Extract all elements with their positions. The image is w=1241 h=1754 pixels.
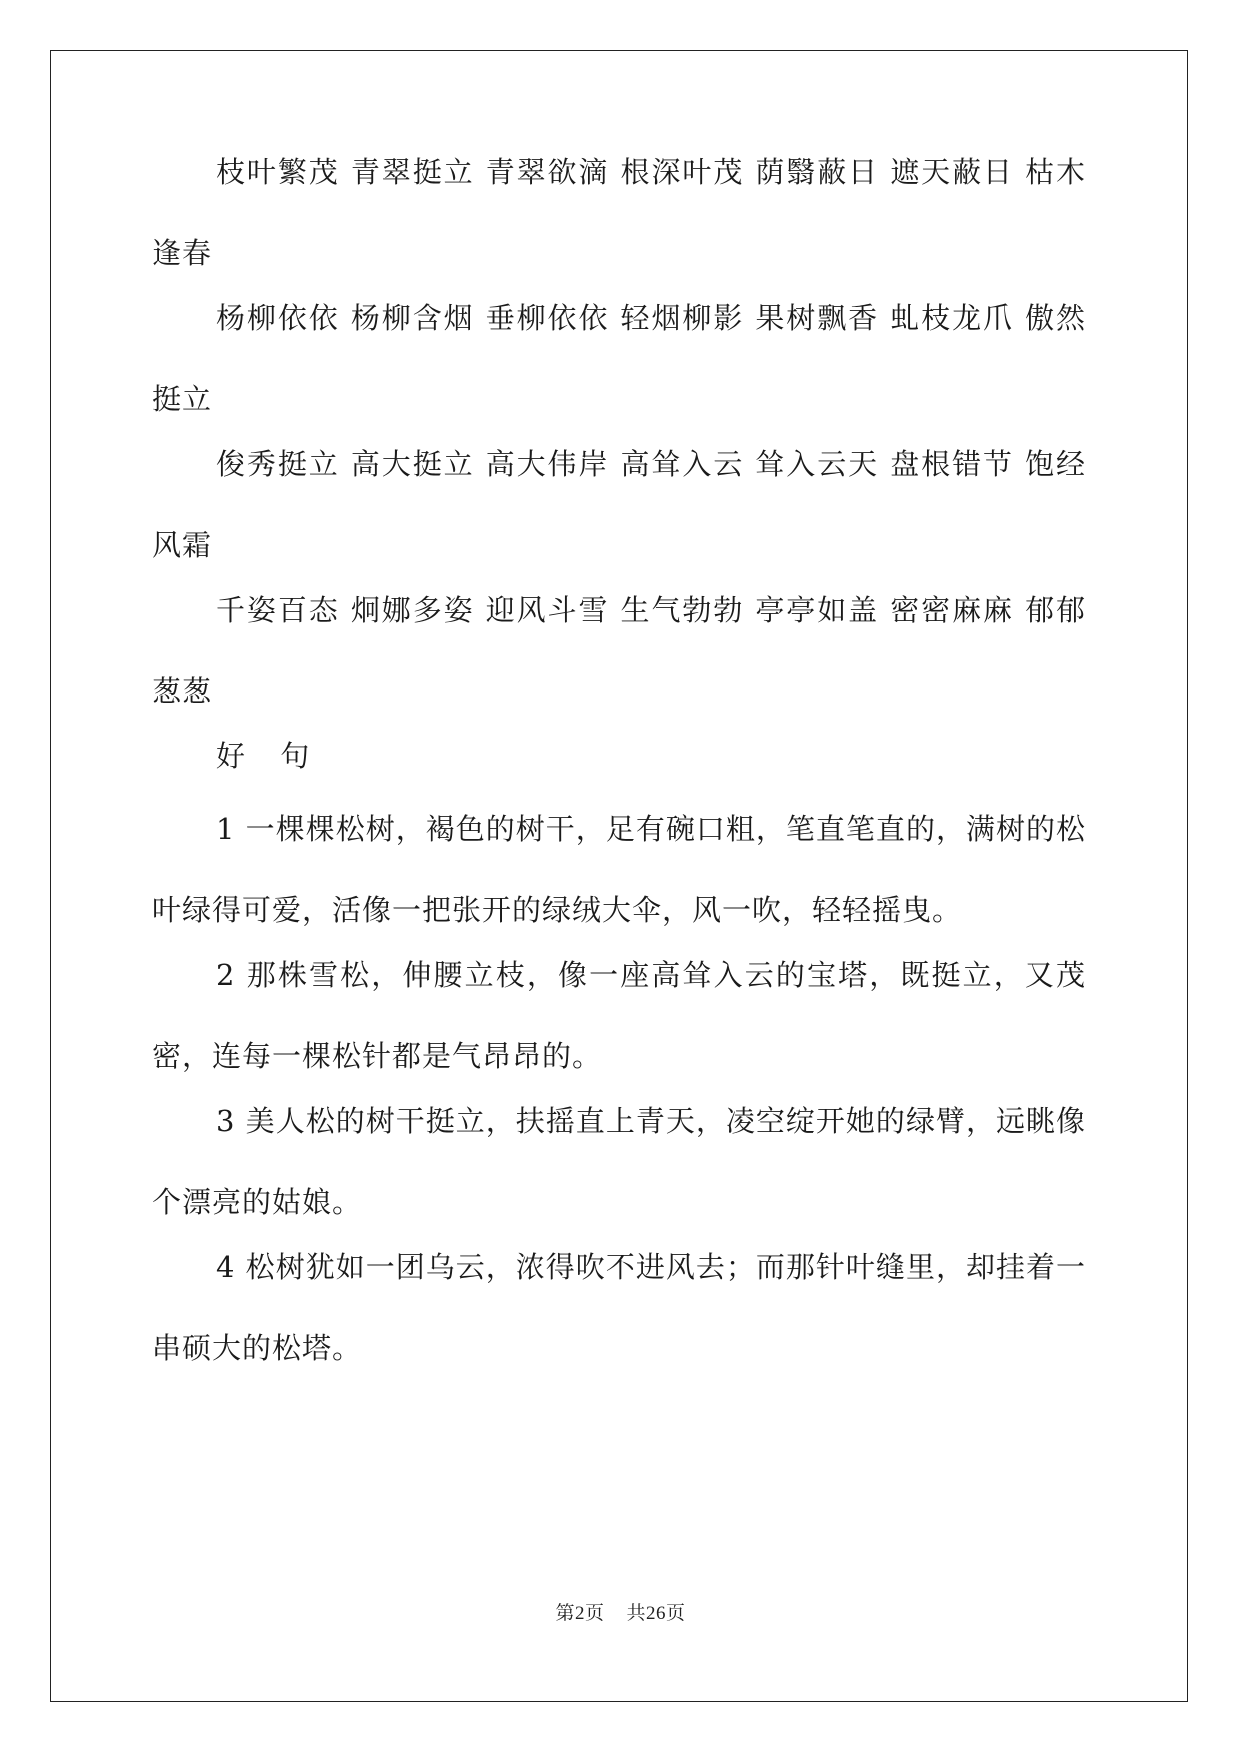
sentence-item-4: 4 松树犹如一团乌云，浓得吹不进风去；而那针叶缝里，却挂着一串硕大的松塔。: [152, 1250, 1086, 1365]
sentence-item-2: 2 那株雪松，伸腰立枝，像一座高耸入云的宝塔，既挺立，又茂密，连每一棵松针都是气昂昂的。: [152, 958, 1086, 1073]
page-total: 共26页: [626, 1603, 686, 1624]
page-footer: [0, 1598, 1241, 1625]
paragraph-tree-words-3: 俊秀挺立 高大挺立 高大伟岸 高耸入云 耸入云天 盘根错节 饱经风霜: [152, 447, 1086, 562]
paragraph-tree-words-1: 枝叶繁茂 青翠挺立 青翠欲滴 根深叶茂 荫翳蔽日 遮天蔽日 枯木逢春: [152, 155, 1086, 270]
section-heading-good-sentences: 好 句: [216, 739, 323, 773]
sentence-item-1: 1 一棵棵松树，褐色的树干，足有碗口粗，笔直笔直的，满树的松叶绿得可爱，活像一把张开的绿绒大伞，风一吹，轻轻摇曳。: [152, 812, 1086, 927]
paragraph-tree-words-4: 千姿百态 炯娜多姿 迎风斗雪 生气勃勃 亭亭如盖 密密麻麻 郁郁葱葱: [152, 593, 1086, 708]
page-number: 第2页: [555, 1603, 605, 1624]
paragraph-tree-words-2: 杨柳依依 杨柳含烟 垂柳依依 轻烟柳影 果树飘香 虬枝龙爪 傲然挺立: [152, 301, 1086, 416]
sentence-item-3: 3 美人松的树干挺立，扶摇直上青天，凌空绽开她的绿臂，远眺像个漂亮的姑娘。: [152, 1104, 1086, 1219]
